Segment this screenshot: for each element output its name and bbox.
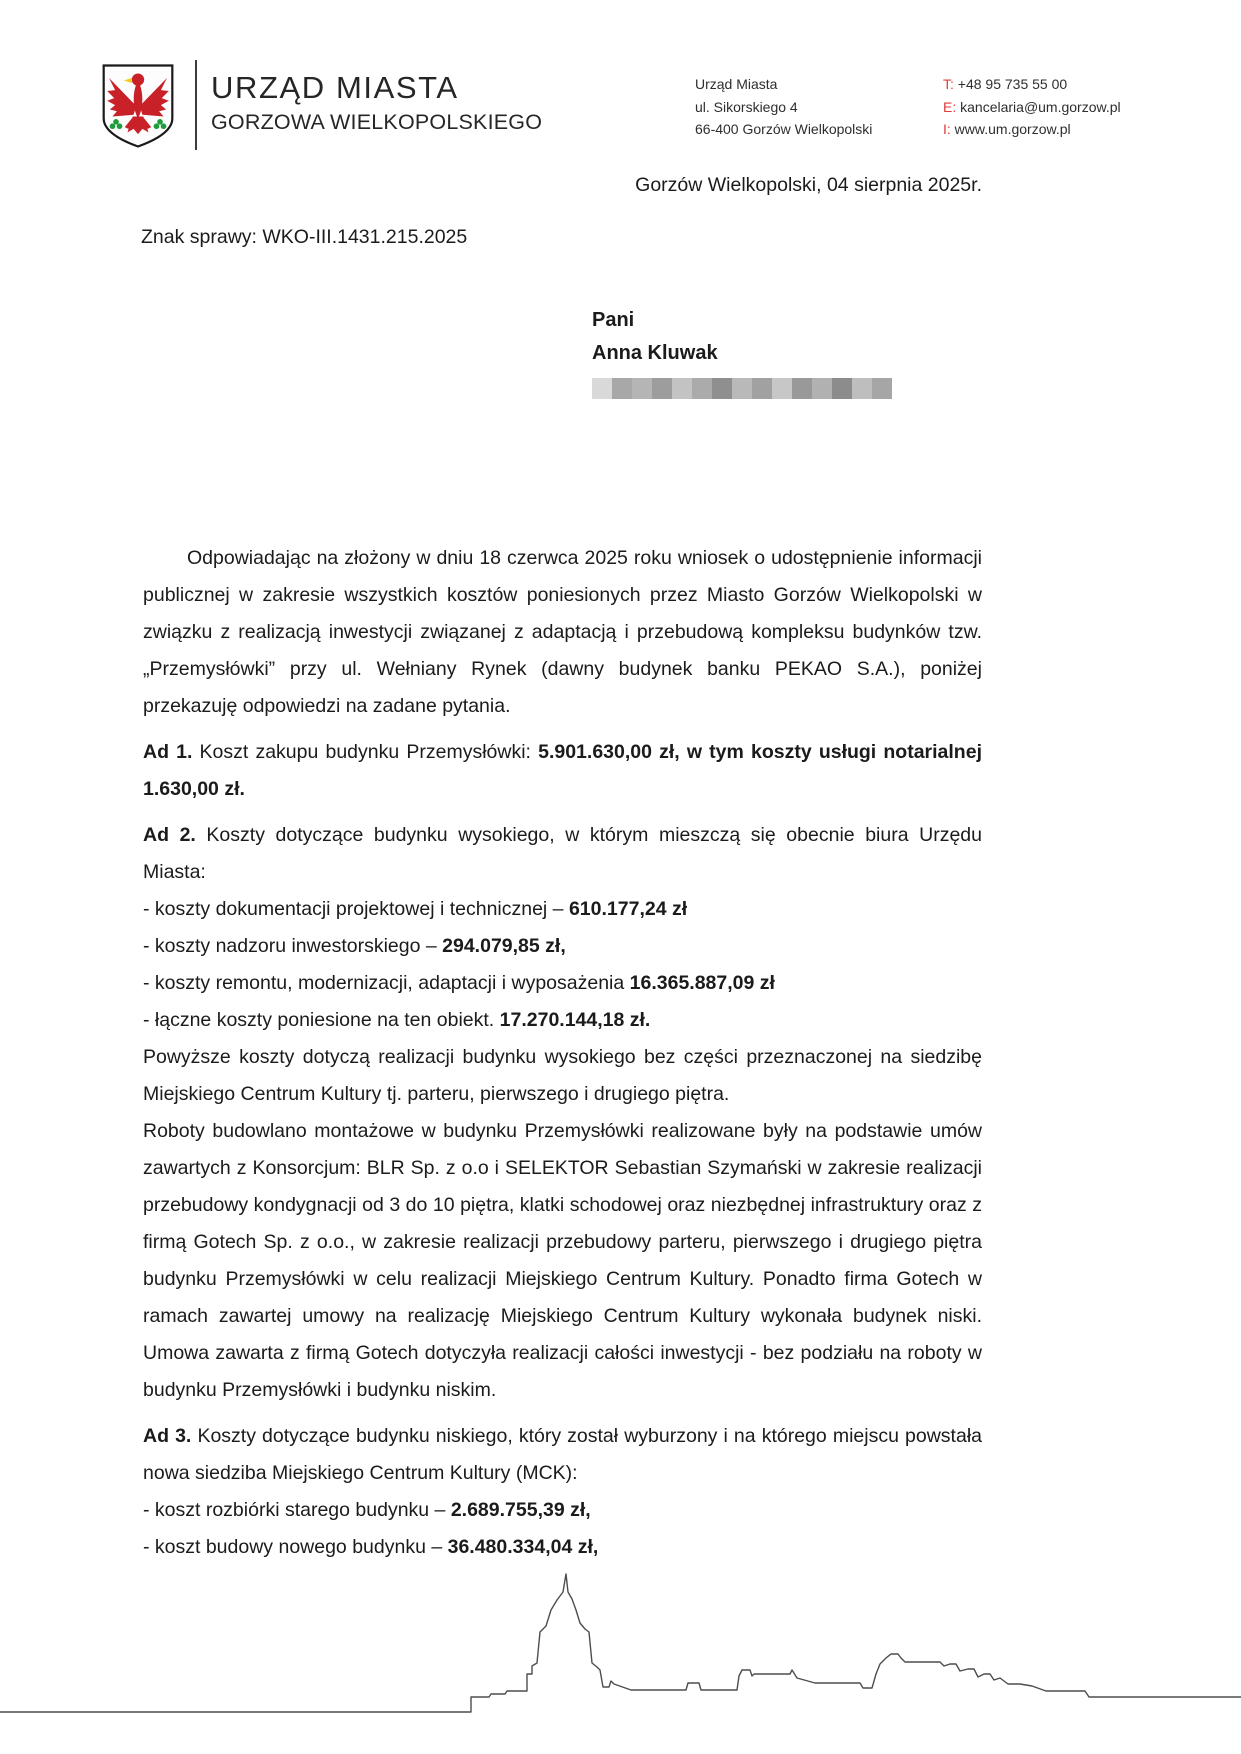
cost-line-text: - koszt budowy nowego budynku – — [143, 1536, 448, 1558]
cost-line-amount: 610.177,24 zł — [568, 898, 688, 920]
ad1-paragraph — [143, 734, 982, 808]
org-name — [211, 70, 542, 135]
phone-value: +48 95 735 55 00 — [957, 76, 1068, 92]
office-address — [695, 73, 872, 141]
cost-line — [143, 1492, 982, 1529]
ad3-section — [143, 1418, 982, 1566]
contact-web — [943, 118, 1121, 141]
cost-line-amount: 2.689.755,39 zł, — [450, 1499, 591, 1521]
ad2-section — [143, 817, 982, 1409]
cost-line-amount: 17.270.144,18 zł. — [499, 1009, 651, 1031]
cost-line-amount: 36.480.334,04 zł, — [447, 1536, 599, 1558]
cost-line — [143, 1002, 982, 1039]
cost-line — [143, 965, 982, 1002]
cost-line — [143, 928, 982, 965]
recipient-salutation: Pani — [592, 309, 635, 331]
cost-line — [143, 891, 982, 928]
logo-divider — [195, 60, 197, 150]
web-value: www.um.gorzow.pl — [954, 121, 1071, 137]
recipient-name: Anna Kluwak — [592, 342, 718, 364]
case-number: Znak sprawy: WKO-III.1431.215.2025 — [141, 226, 468, 248]
org-name-line2: GORZOWA WIELKOPOLSKIEGO — [211, 110, 543, 134]
ad1-label: Ad 1. — [143, 741, 193, 763]
letterhead — [98, 60, 1143, 152]
ad1-text: Koszt zakupu budynku Przemysłówki: — [192, 741, 539, 763]
ad2-label: Ad 2. — [143, 824, 196, 846]
office-address-line: Urząd Miasta — [695, 76, 778, 92]
cost-line-text: - koszt rozbiórki starego budynku – — [143, 1499, 451, 1521]
gorzow-coat-of-arms-icon — [98, 62, 178, 150]
recipient-block — [592, 304, 892, 399]
cost-line-amount: 16.365.887,09 zł — [629, 972, 775, 994]
email-value: kancelaria@um.gorzow.pl — [960, 98, 1121, 115]
ad3-intro-text: Koszty dotyczące budynku niskiego, który został wyburzony i na którego miejscu powstała nowa siedziba Miejskiego Centrum Kultury (MCK): — [143, 1425, 982, 1484]
email-prefix: E: — [943, 98, 957, 115]
cost-line-amount: 294.079,85 zł, — [442, 935, 566, 957]
web-prefix: I: — [943, 121, 951, 137]
phone-prefix: T: — [943, 76, 954, 92]
redacted-address — [592, 378, 892, 399]
gorzow-skyline-silhouette-icon — [0, 1566, 1241, 1718]
cost-line-text: - łączne koszty poniesione na ten obiekt. — [143, 1009, 500, 1031]
cost-line-text: - koszty nadzoru inwestorskiego – — [143, 935, 443, 957]
contact-email — [943, 96, 1121, 119]
dateline: Gorzów Wielkopolski, 04 sierpnia 2025r. — [635, 174, 982, 196]
cost-line — [143, 1529, 982, 1566]
ad2-intro-text: Koszty dotyczące budynku wysokiego, w którym mieszczą się obecnie biura Urzędu Miasta: — [143, 824, 982, 883]
contact-phone — [943, 73, 1121, 96]
ad2-intro-paragraph — [143, 817, 982, 891]
office-contact — [943, 73, 1121, 141]
office-address-line: ul. Sikorskiego 4 — [695, 98, 798, 115]
ad2-note2-paragraph: Roboty budowlano montażowe w budynku Przemysłówki realizowane były na podstawie umów zawartych z Konsorcjum: BLR Sp. z o.o i SELEKTOR Sebastian Szymański w zakresie realizacji przebudowy kondygnacji od 3 do 10 piętra, klatki schodowej oraz niezbędnej infrastruktury oraz z firmą Gotech Sp. z o.o., w zakresie realizacji przebudowy parteru, pierwszego i drugiego piętra budynku Przemysłówki w celu realizacji Miejskiego Centrum Kultury. Ponadto firma Gotech w ramach zawartej umowy na realizację Miejskiego Centrum Kultury wykonała budynek niski. Umowa zawarta z firmą Gotech dotyczyła realizacji całości inwestycji - bez podziału na roboty w budynku Przemysłówki i budynku niskim. — [143, 1120, 982, 1401]
ad2-note1-paragraph: Powyższe koszty dotyczą realizacji budynku wysokiego bez części przeznaczonej na siedzibę Miejskiego Centrum Kultury tj. parteru, pierwszego i drugiego piętra. — [143, 1046, 982, 1105]
org-name-line1: URZĄD MIASTA — [211, 70, 459, 105]
ad1-amount: 5.901.630,00 zł, w tym koszty usługi notarialnej 1.630,00 zł. — [143, 741, 982, 800]
ad3-intro-paragraph — [143, 1418, 982, 1492]
cost-line-text: - koszty remontu, modernizacji, adaptacji i wyposażenia — [143, 972, 630, 994]
office-address-line: 66-400 Gorzów Wielkopolski — [695, 121, 873, 137]
ad3-label: Ad 3. — [143, 1425, 192, 1447]
intro-paragraph: Odpowiadając na złożony w dniu 18 czerwca 2025 roku wniosek o udostępnienie informacji publicznej w zakresie wszystkich kosztów poniesionych przez Miasto Gorzów Wielkopolski w związku z realizacją inwestycji związanej z adaptacją i przebudową kompleksu budynków tzw. „Przemysłówki” przy ul. Wełniany Rynek (dawny budynek banku PEKAO S.A.), poniżej przekazuję odpowiedzi na zadane pytania. — [143, 547, 982, 717]
letter-body — [143, 540, 982, 1566]
cost-line-text: - koszty dokumentacji projektowej i technicznej – — [143, 898, 569, 920]
